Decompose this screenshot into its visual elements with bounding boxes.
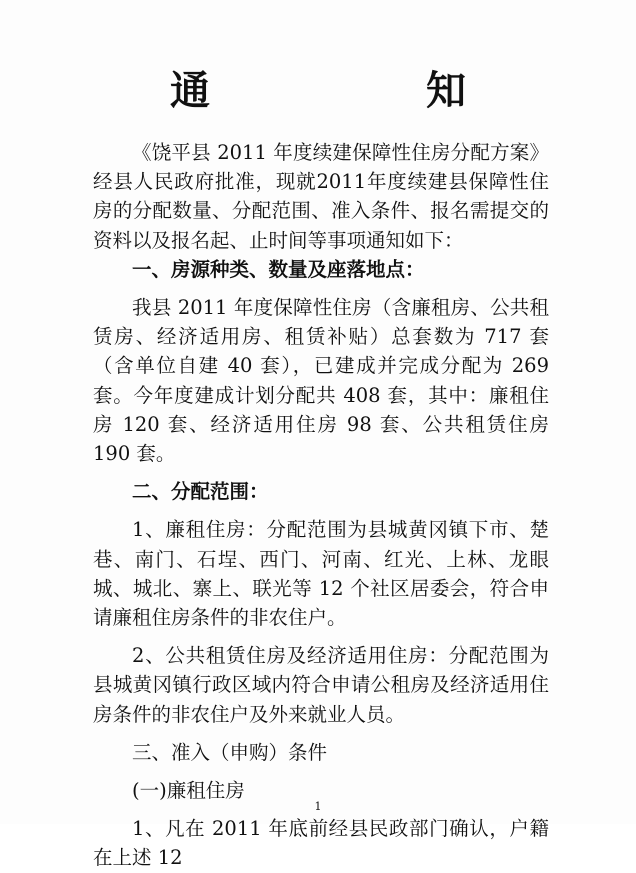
section-heading-allocation-scope: 二、分配范围： [132, 480, 269, 504]
section-heading-eligibility: 三、准入（申购）条件 [132, 740, 328, 764]
subsection-heading-low-rent: (一)廉租住房 [132, 779, 245, 803]
intro-paragraph: 《饶平县 2011 年度续建保障性住房分配方案》经县人民政府批准，现就2011年度续建县保障性住房的分配数量、分配范围、准入条件、报名需提交的资料以及报名起、止时间等事项通知如下： [93, 141, 549, 252]
section-heading-housing-types: 一、房源种类、数量及座落地点： [132, 257, 425, 281]
document-title: 通 知 [170, 67, 554, 114]
public-rental-scope-paragraph: 2、公共租赁住房及经济适用住房：分配范围为县城黄冈镇行政区域内符合申请公租房及经济适用住房条件的非农住户及外来就业人员。 [93, 644, 549, 726]
housing-types-paragraph: 我县 2011 年度保障性住房（含廉租房、公共租赁房、经济适用房、租赁补贴）总套数为 717 套（含单位自建 40 套），已建成并完成分配为 269 套。今年度建成计划分配共 408 套，其中：廉租住房 120 套、经济适用住房 98 套、公共租赁住房 190 套。 [93, 296, 549, 466]
document-body [93, 138, 549, 873]
low-rent-scope-paragraph: 1、廉租住房：分配范围为县城黄冈镇下市、楚巷、南门、石埕、西门、河南、红光、上林、龙眼城、城北、寨上、联光等 12 个社区居委会，符合申请廉租住房条件的非农住户。 [93, 518, 549, 630]
page-number: 1 [314, 800, 322, 813]
eligibility-item-1: 1、凡在 2011 年底前经县民政部门确认，户籍在上述 12 [93, 817, 549, 870]
